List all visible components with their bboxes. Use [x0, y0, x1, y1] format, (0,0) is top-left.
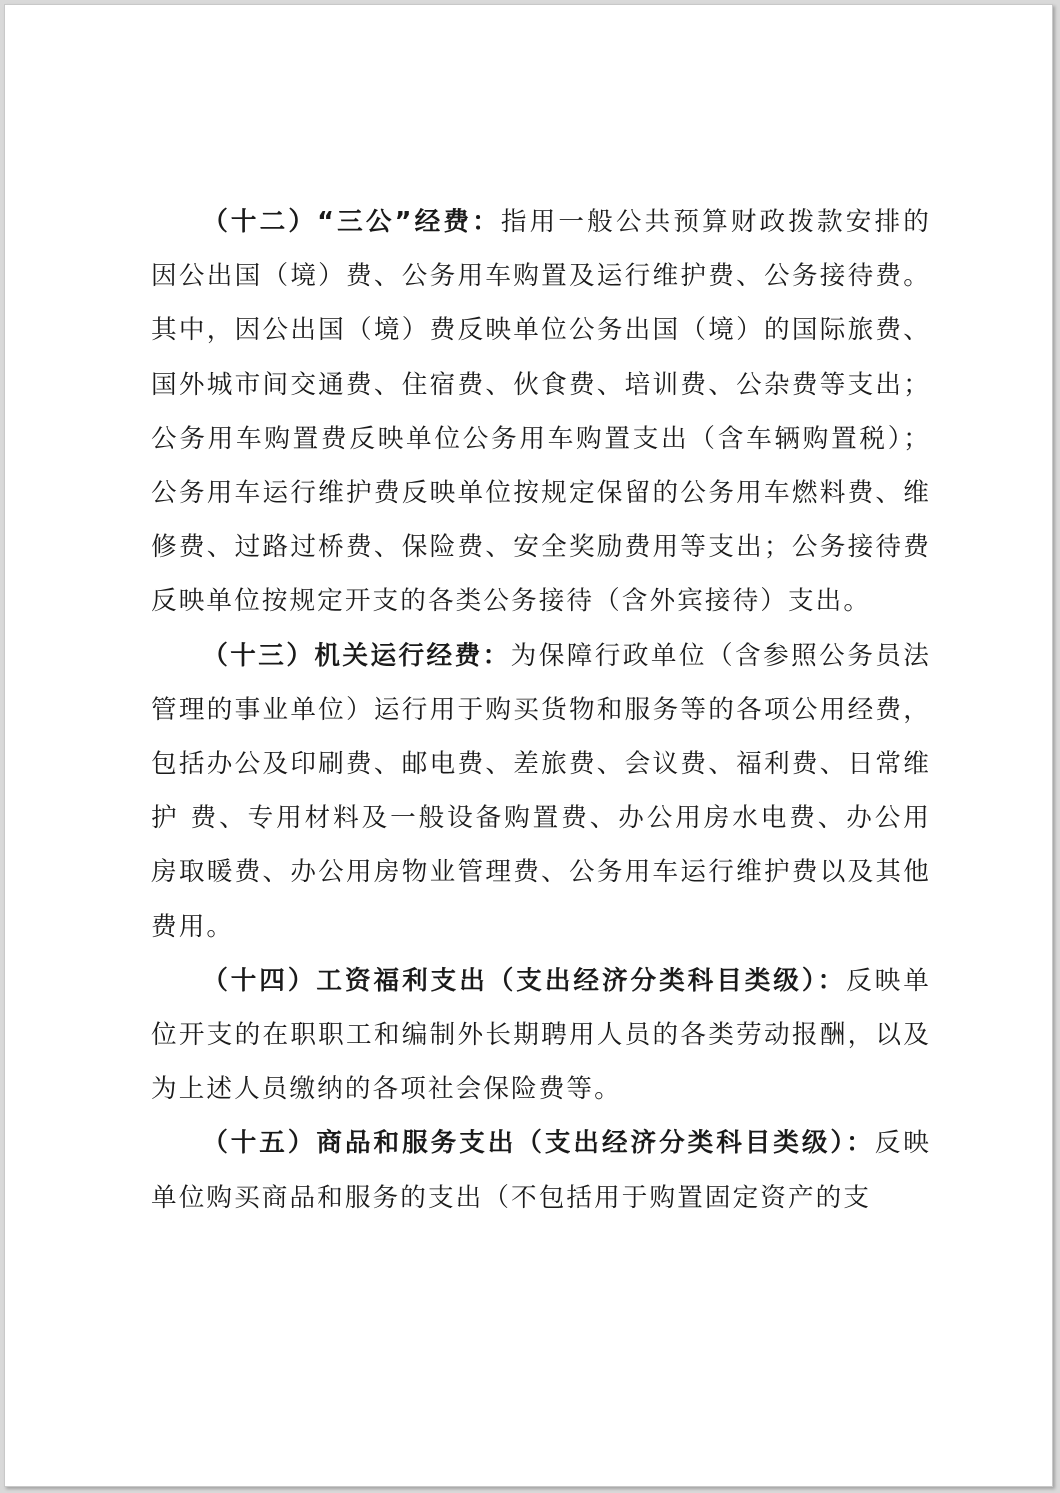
paragraph-text: 指用一般公共预算财政拨款安排的因公出国（境）费、公务用车购置及运行维护费、公务接待费。其中，因公出国（境）费反映单位公务出国（境）的国际旅费、国外城市间交通费、住宿费、伙食费、培训费、公杂费等支出；公务用车购置费反映单位公务用车购置支出（含车辆购置税）；公务用车运行维护费反映单位按规定保留的公务用车燃料费、维修费、过路过桥费、保险费、安全奖励费用等支出；公务接待费反映单位按规定开支的各类公务接待（含外宾接待）支出。 [151, 207, 931, 617]
paragraph-heading: （十四）工资福利支出（支出经济分类科目类级）： [202, 965, 847, 996]
paragraph-heading: （十二）“三公”经费： [202, 207, 501, 237]
paragraph-heading: （十三）机关运行经费： [202, 640, 511, 671]
paragraph-text: 反映单位开支的在职职工和编制外长期聘用人员的各类劳动报酬，以及为上述人员缴纳的各项社会保险费等。 [151, 965, 931, 1105]
paragraph-twelve [151, 195, 931, 629]
paragraph-fifteen [151, 1116, 931, 1224]
paragraph-heading: （十五）商品和服务支出（支出经济分类科目类级）： [202, 1128, 875, 1159]
paragraph-fourteen [151, 954, 931, 1117]
paragraph-text: 反映单位购买商品和服务的支出（不包括用于购置固定资产的支 [151, 1128, 932, 1213]
document-body [151, 195, 931, 1225]
document-page [4, 4, 1053, 1487]
paragraph-text: 为保障行政单位（含参照公务员法管理的事业单位）运行用于购买货物和服务等的各项公用经费，包括办公及印刷费、邮电费、差旅费、会议费、福利费、日常维护 费、专用材料及一般设备购置费、办公用房水电费、办公用房取暖费、办公用房物业管理费、公务用车运行维护费以及其他费用。 [151, 640, 931, 942]
paragraph-thirteen [151, 629, 931, 954]
